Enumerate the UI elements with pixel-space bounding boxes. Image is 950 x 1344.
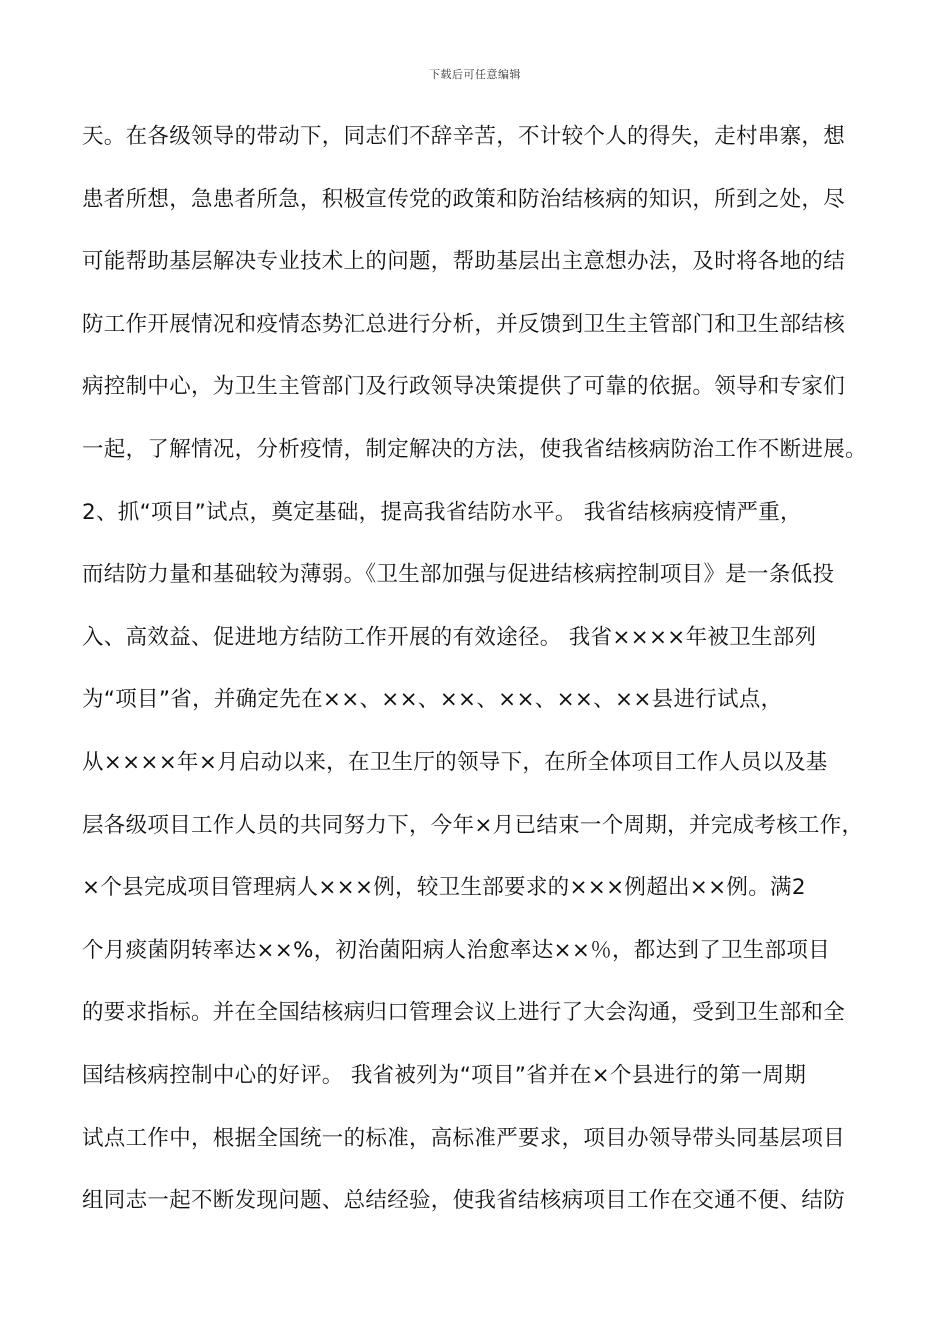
body-text [82, 118, 882, 1245]
text-line: 一起，了解情况，分析疫情，制定解决的方法，使我省结核病防治工作不断进展。 [82, 436, 867, 462]
text-line: 入、高效益、促进地方结防工作开展的有效途径。 我省××××年被卫生部列 [82, 624, 817, 650]
text-line: 个月痰菌阴转率达××%，初治菌阳病人治愈率达××％，都达到了卫生部项目 [82, 937, 830, 963]
text-line: 组同志一起不断发现问题、总结经验，使我省结核病项目工作在交通不便、结防 [82, 1188, 846, 1214]
text-line: 防工作开展情况和疫情态势汇总进行分析，并反馈到卫生主管部门和卫生部结核 [82, 311, 846, 337]
text-line: 可能帮助基层解决专业技术上的问题，帮助基层出主意想办法，及时将各地的结 [82, 249, 846, 275]
text-line: 为“项目”省，并确定先在××、××、××、××、××、××县进行试点， [82, 687, 783, 713]
text-line: 2、抓“项目”试点，奠定基础，提高我省结防水平。 我省结核病疫情严重， [82, 499, 802, 525]
text-line: 病控制中心，为卫生主管部门及行政领导决策提供了可靠的依据。领导和专家们 [82, 374, 846, 400]
text-line: 国结核病控制中心的好评。 我省被列为“项目”省并在×个县进行的第一周期 [82, 1062, 807, 1088]
text-line: 而结防力量和基础较为薄弱。《卫生部加强与促进结核病控制项目》是一条低投 [82, 562, 835, 588]
page-header-note: 下载后可任意编辑 [429, 68, 521, 81]
text-line: 从××××年×月启动以来，在卫生厅的领导下，在所全体项目工作人员以及基 [82, 749, 828, 775]
text-line: 层各级项目工作人员的共同努力下，今年×月已结束一个周期，并完成考核工作， [82, 812, 864, 838]
text-line: ×个县完成项目管理病人×××例，较卫生部要求的×××例超出××例。满2 [82, 875, 806, 901]
text-line: 天。在各级领导的带动下，同志们不辞辛苦，不计较个人的得失，走村串寨，想 [82, 124, 846, 149]
text-line: 的要求指标。并在全国结核病归口管理会议上进行了大会沟通，受到卫生部和全 [82, 1000, 846, 1026]
text-line: 患者所想，急患者所急，积极宣传党的政策和防治结核病的知识，所到之处，尽 [82, 186, 846, 212]
text-line: 试点工作中，根据全国统一的标准，高标准严要求，项目办领导带头同基层项目 [82, 1125, 846, 1151]
